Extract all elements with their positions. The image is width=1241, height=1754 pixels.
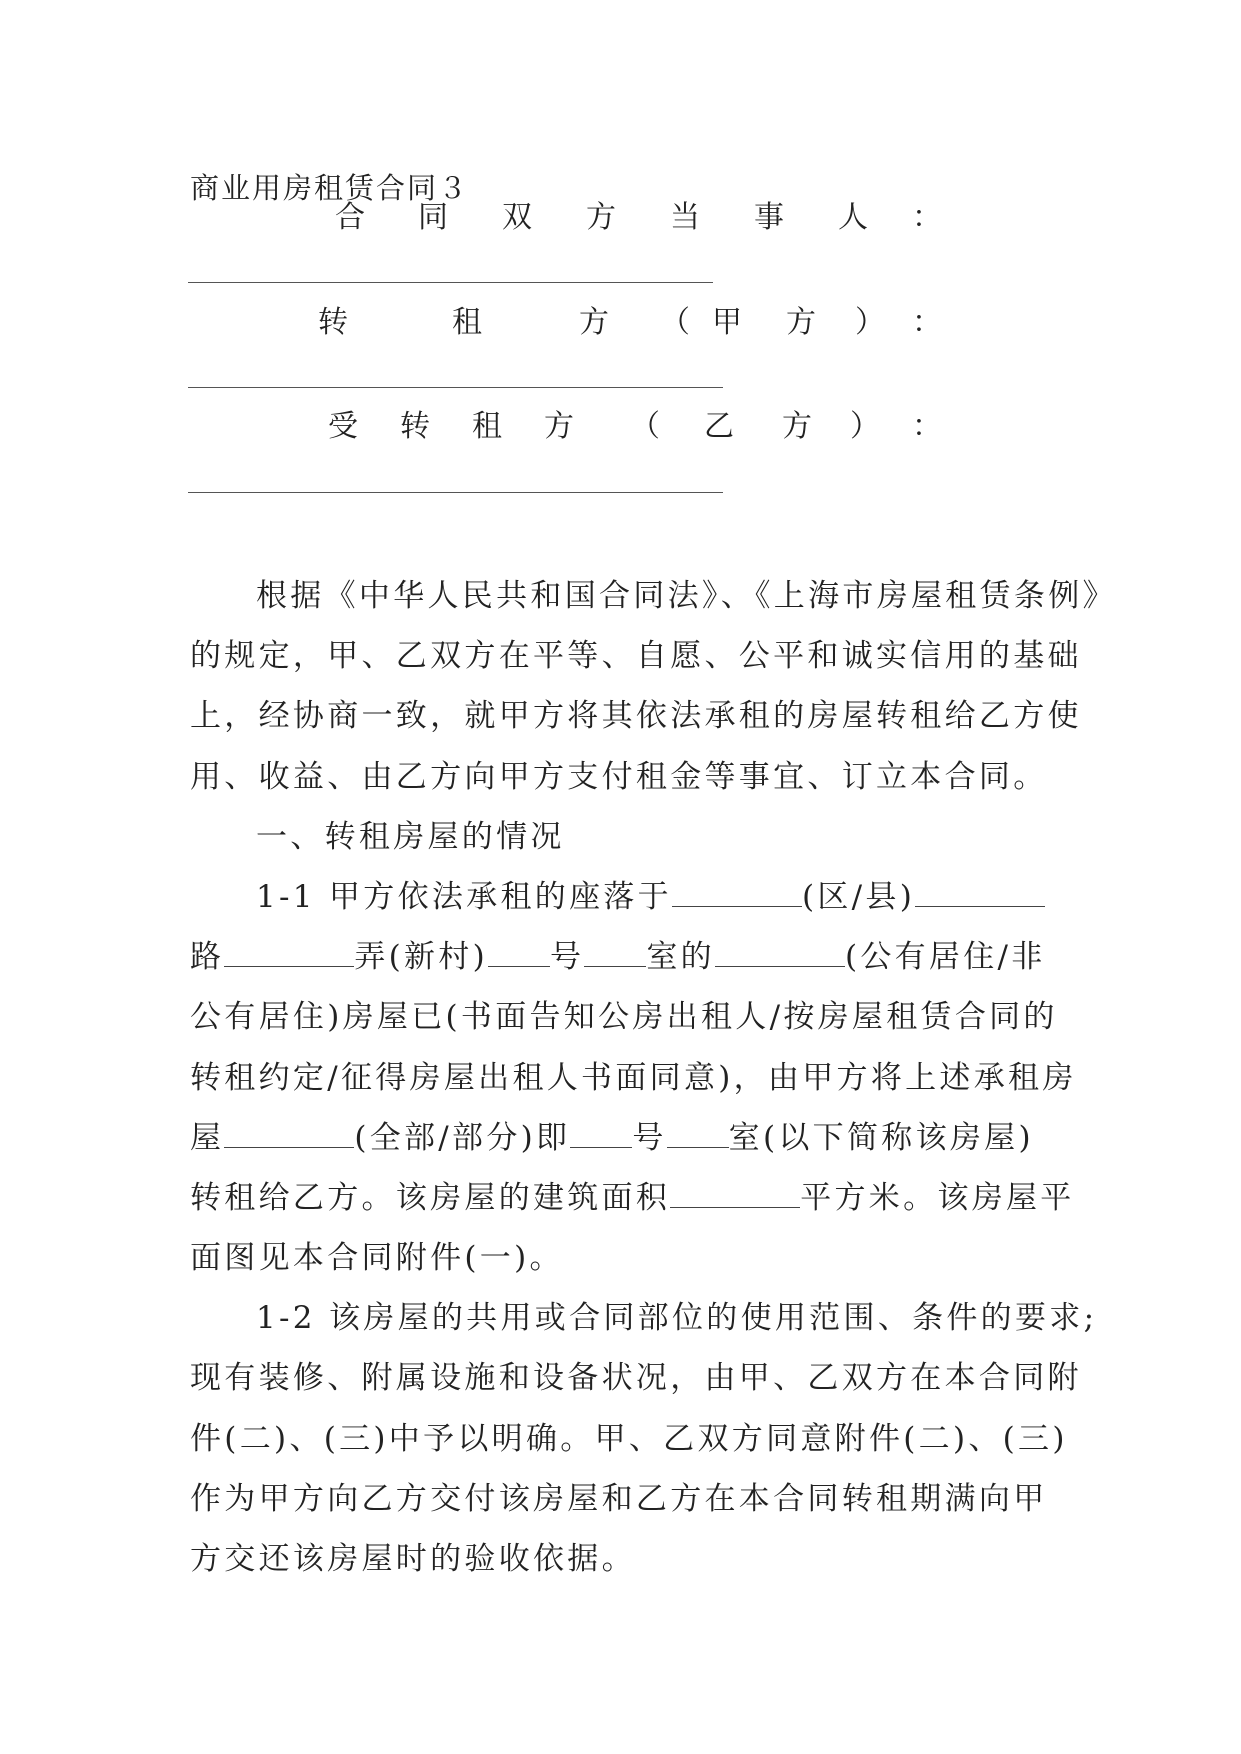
- sublessee-char: 租: [472, 409, 502, 444]
- parties-header-char: 事: [754, 200, 784, 235]
- road-blank: [915, 876, 1045, 907]
- sublessor-blank: [188, 387, 723, 388]
- preamble-line: 上，经协商一致，就甲方将其依法承租的房屋转租给乙方使: [190, 698, 1082, 735]
- clause-line: 作为甲方向乙方交付该房屋和乙方在本合同转租期满向甲: [190, 1480, 1048, 1517]
- clause-line: 转租约定/征得房屋出租人书面同意)，由甲方将上述承租房: [190, 1059, 1077, 1096]
- document-title: 商业用房租赁合同３: [190, 171, 470, 205]
- sublessor-char: ：: [912, 305, 942, 340]
- section-heading: 一、转租房屋的情况: [256, 818, 565, 855]
- clause-line: 面图见本合同附件(一)。: [190, 1240, 564, 1277]
- sublessor-char: （: [660, 305, 690, 340]
- sublessee-char: ）: [850, 409, 880, 444]
- clause-line: 现有装修、附属设施和设备状况，由甲、乙双方在本合同附: [190, 1360, 1082, 1397]
- parties-header-char: 合: [335, 200, 365, 235]
- sublessee-char: 乙: [704, 409, 734, 444]
- sublessor-char: ）: [855, 305, 885, 340]
- clause-line: 路 弄(新村) 号 室的 (公有居住/非: [190, 927, 1060, 987]
- parties-header: [190, 198, 1060, 238]
- preamble-line: 根据《中华人民共和国合同法》、《上海市房屋租赁条例》: [256, 578, 1117, 614]
- sublessee-char: 方: [782, 409, 812, 444]
- parties-header-char: ：: [912, 200, 942, 235]
- clause-line: 1-1 甲方依法承租的座落于 (区/县): [190, 867, 1060, 927]
- parties-header-char: 方: [586, 200, 616, 235]
- preamble-line: 用、收益、由乙方向甲方支付租金等事宜、订立本合同。: [190, 758, 1048, 795]
- sublet-room-blank: [667, 1117, 729, 1148]
- housing-type-blank: [715, 936, 845, 967]
- sublessor-char: 转: [318, 305, 348, 340]
- sublessor-label: [190, 303, 1060, 343]
- sublessee-label: [190, 407, 1060, 447]
- parties-header-blank: [188, 282, 713, 283]
- sublessee-char: 受: [328, 409, 358, 444]
- contract-body: [190, 566, 1117, 1589]
- room-blank: [584, 936, 646, 967]
- sublessor-char: 甲: [712, 305, 742, 340]
- clause-line: 件(二)、(三)中予以明确。甲、乙双方同意附件(二)、(三): [190, 1420, 1068, 1457]
- number-blank: [488, 936, 550, 967]
- parties-header-char: 双: [502, 200, 532, 235]
- parties-header-char: 同: [418, 200, 448, 235]
- parties-header-char: 人: [838, 200, 868, 235]
- sublessor-char: 方: [579, 305, 609, 340]
- sublessee-char: ：: [912, 409, 942, 444]
- clause-line: 1-2 该房屋的共用或合同部位的使用范围、条件的要求;: [256, 1300, 1098, 1337]
- scope-blank: [224, 1117, 354, 1148]
- area-blank: [670, 1177, 800, 1208]
- clause-line: 公有居住)房屋已(书面告知公房出租人/按房屋租赁合同的: [190, 999, 1058, 1036]
- sublessee-blank: [188, 492, 723, 493]
- sublet-number-blank: [570, 1117, 632, 1148]
- sublessee-char: （: [630, 409, 660, 444]
- lane-blank: [224, 936, 354, 967]
- sublessee-char: 转: [400, 409, 430, 444]
- sublessor-char: 方: [786, 305, 816, 340]
- district-blank: [672, 876, 802, 907]
- clause-line: 方交还该房屋时的验收依据。: [190, 1541, 636, 1577]
- sublessee-char: 方: [544, 409, 574, 444]
- sublessor-char: 租: [452, 305, 482, 340]
- clause-line: 转租给乙方。该房屋的建筑面积 平方米。该房屋平: [190, 1168, 1060, 1228]
- preamble-line: 的规定，甲、乙双方在平等、自愿、公平和诚实信用的基础: [190, 638, 1082, 675]
- parties-header-char: 当: [670, 200, 700, 235]
- clause-line: 屋 (全部/部分)即 号 室(以下简称该房屋): [190, 1108, 1060, 1168]
